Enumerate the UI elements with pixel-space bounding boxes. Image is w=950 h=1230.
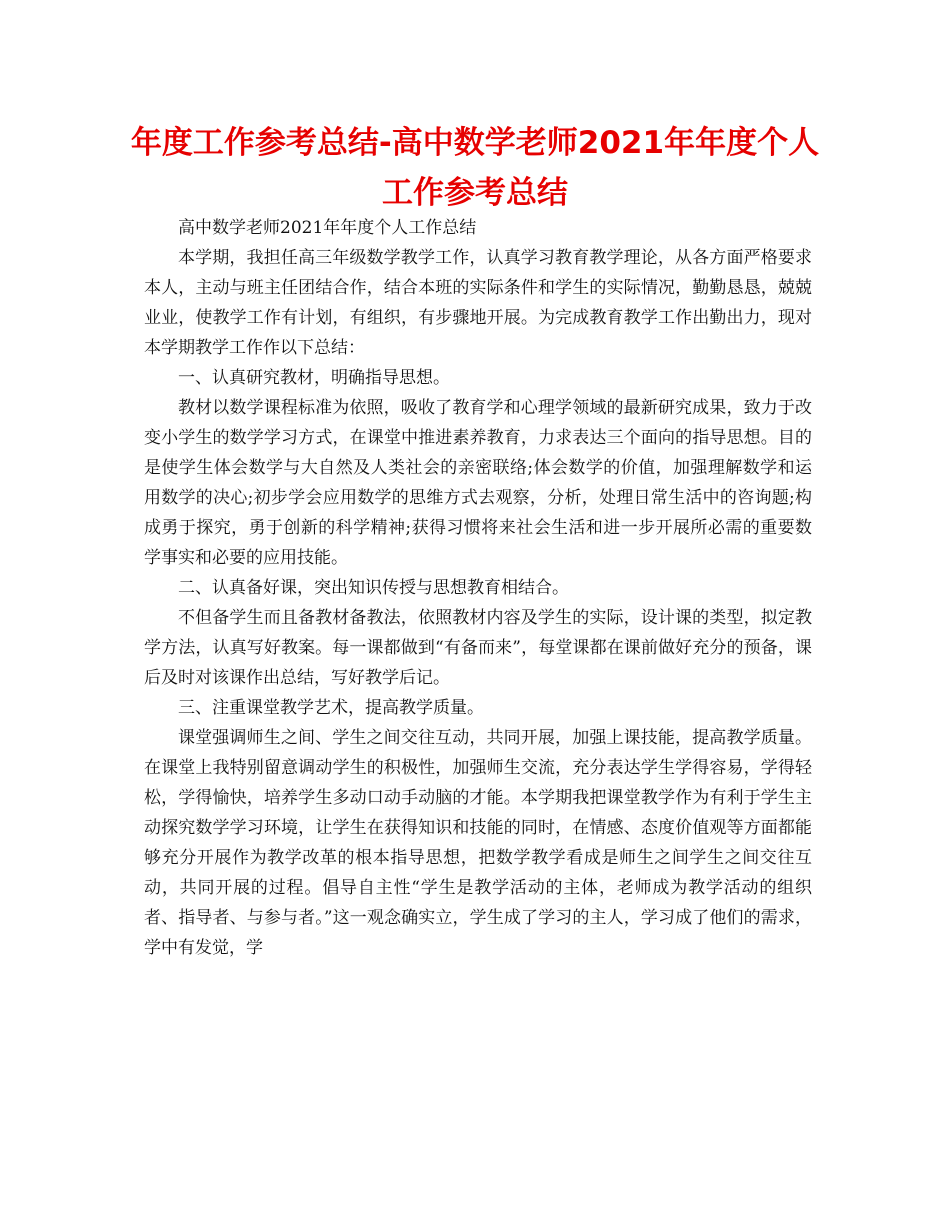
section-paragraph-1: 教材以数学课程标准为依照，吸收了教育学和心理学领域的最新研究成果，致力于改变小学生的数学学习方式，在课堂中推进素养教育，力求表达三个面向的指导思想。目的是使学生体会数学与大自然及人类社会的亲密联络;体会数学的价值，加强理解数学和运用数学的决心;初步学会应用数学的思维方式去观察，分析，处理日常生活中的咨询题;构成勇于探究，勇于创新的科学精神;获得习惯将来社会生活和进一步开展所必需的重要数学事实和必要的应用技能。: [144, 398, 812, 568]
section-heading-2: 二、认真备好课，突出知识传授与思想教育相结合。: [178, 578, 569, 598]
section-paragraph-2: 不但备学生而且备教材备教法，依照教材内容及学生的实际，设计课的类型，拟定教学方法，认真写好教案。每一课都做到“有备而来”，每堂课都在课前做好充分的预备，课后及时对该课作出总结，写好教学后记。: [144, 608, 812, 688]
document-body: [144, 213, 812, 963]
section-heading-1: 一、认真研究教材，明确指导思想。: [178, 368, 450, 388]
document-title: 年度工作参考总结-高中数学老师2021年年度个人工作参考总结: [130, 125, 820, 211]
section-heading-3: 三、注重课堂教学艺术，提高教学质量。: [178, 698, 484, 718]
section-paragraph-3: 课堂强调师生之间、学生之间交往互动，共同开展，加强上课技能，提高教学质量。在课堂上我特别留意调动学生的积极性，加强师生交流，充分表达学生学得容易，学得轻松，学得愉快，培养学生多动口动手动脑的才能。本学期我把课堂教学作为有利于学生主动探究数学学习环境，让学生在获得知识和技能的同时，在情感、态度价值观等方面都能够充分开展作为教学改革的根本指导思想，把数学教学看成是师生之间学生之间交往互动，共同开展的过程。倡导自主性“学生是教学活动的主体，老师成为教学活动的组织者、指导者、与参与者。”这一观念确实立，学生成了学习的主人，学习成了他们的需求，学中有发觉，学: [144, 728, 812, 958]
intro-paragraph: 本学期，我担任高三年级数学教学工作，认真学习教育教学理论，从各方面严格要求本人，主动与班主任团结合作，结合本班的实际条件和学生的实际情况，勤勤恳恳，兢兢业业，使教学工作有计划，有组织，有步骤地开展。为完成教育教学工作出勤出力，现对本学期教学工作作以下总结：: [144, 248, 812, 358]
subtitle-paragraph: 高中数学老师2021年年度个人工作总结: [178, 218, 477, 238]
